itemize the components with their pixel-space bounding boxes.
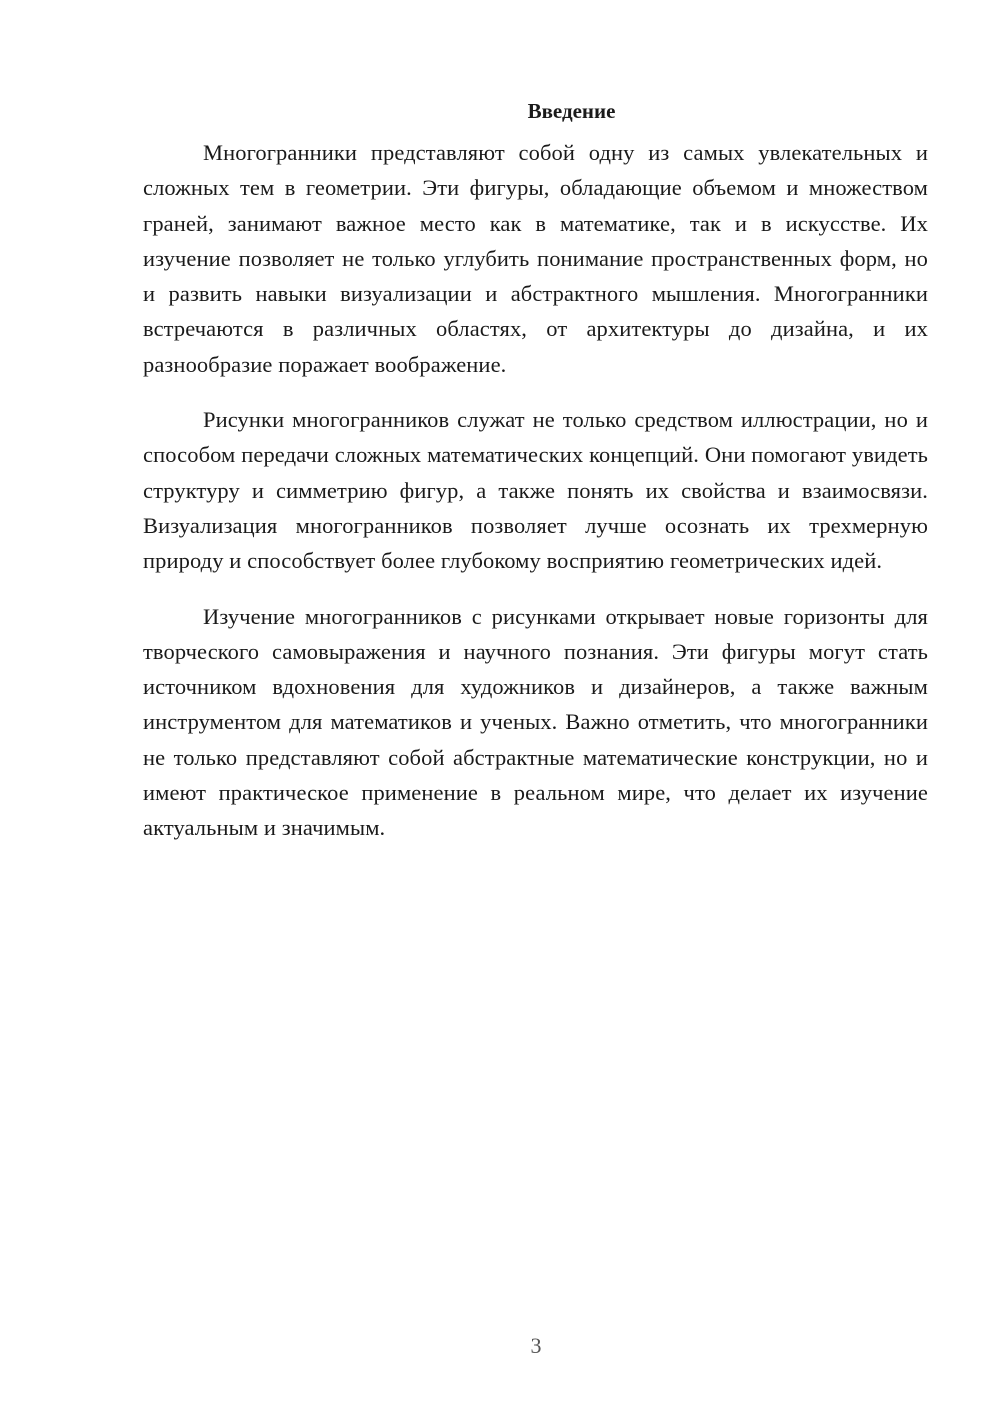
page-number: 3: [530, 1333, 542, 1358]
section-title: Введение: [527, 99, 616, 123]
paragraph-2: Рисунки многогранников служат не только средством иллюстрации, но и способом передачи сложных математических концепций. Они помогают увидеть структуру и симметрию фигур, а также понять их свойства и взаимосвязи. Визуализация многогранников позволяет лучше осознать их трехмерную природу и способствует более глубокому восприятию геометрических идей.: [143, 407, 928, 574]
page-content: [143, 95, 928, 866]
paragraph-1: Многогранники представляют собой одну из самых увлекательных и сложных тем в геометрии. Эти фигуры, обладающие объемом и множеством граней, занимают важное место как в математике, так и в искусстве. Их изучение позволяет не только углубить понимание пространственных форм, но и развить навыки визуализации и абстрактного мышления. Многогранники встречаются в различных областях, от архитектуры до дизайна, и их разнообразие поражает воображение.: [143, 140, 928, 377]
paragraph-3: Изучение многогранников с рисунками открывает новые горизонты для творческого самовыражения и научного познания. Эти фигуры могут стать источником вдохновения для художников и дизайнеров, а также важным инструментом для математиков и ученых. Важно отметить, что многогранники не только представляют собой абстрактные математические конструкции, но и имеют практическое применение в реальном мире, что делает их изучение актуальным и значимым.: [143, 603, 928, 841]
